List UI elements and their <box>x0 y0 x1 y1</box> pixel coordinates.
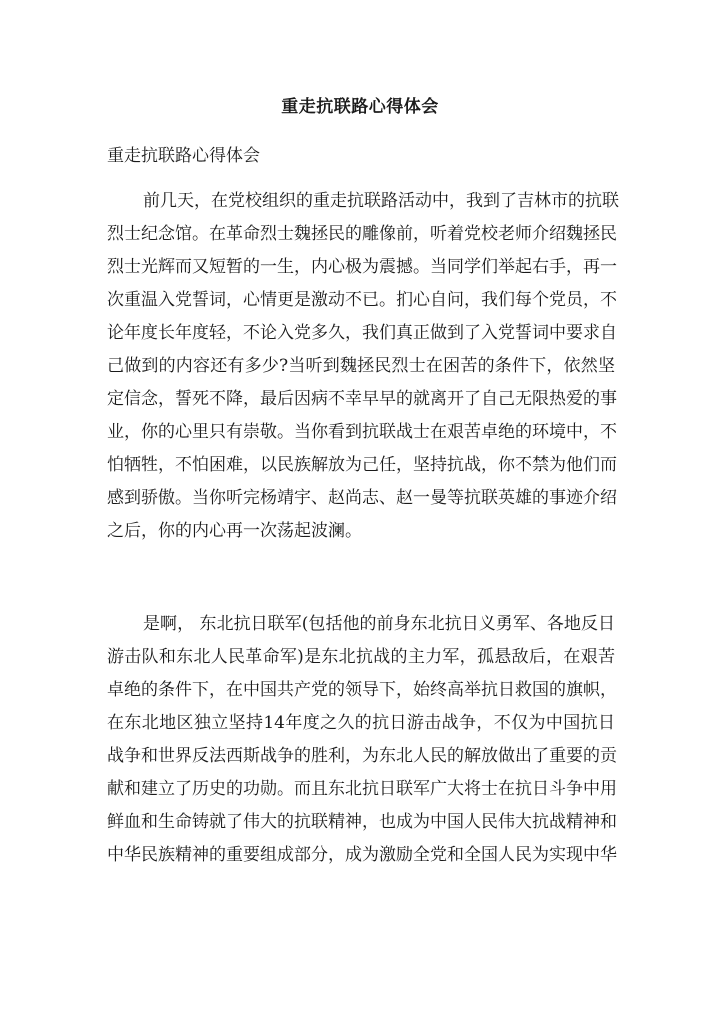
paragraph-line: 论年度长年度轻，不论入党多久，我们真正做到了入党誓词中要求自 <box>107 323 617 343</box>
paragraph-1 <box>107 185 619 548</box>
paragraph-line: 次重温入党誓词，心情更是激动不已。扪心自问，我们每个党员，不 <box>107 290 617 310</box>
paragraph-line: 怕牺牲，不怕困难，以民族解放为己任，坚持抗战，你不禁为他们而 <box>107 455 617 475</box>
paragraph-line: 前几天，在党校组织的重走抗联路活动中，我到了吉林市的抗联 <box>143 191 619 211</box>
paragraph-line: 己做到的内容还有多少?当听到魏拯民烈士在困苦的条件下，依然坚 <box>107 356 615 376</box>
paragraph-line: 是啊， 东北抗日联军(包括他的前身东北抗日义勇军、各地反日 <box>143 614 615 634</box>
paragraph-line: 定信念，誓死不降，最后因病不幸早早的就离开了自己无限热爱的事 <box>107 389 617 409</box>
paragraph-line: 战争和世界反法西斯战争的胜利，为东北人民的解放做出了重要的贡 <box>107 746 617 766</box>
paragraph-line: 献和建立了历史的功勋。而且东北抗日联军广大将士在抗日斗争中用 <box>107 779 617 799</box>
paragraph-line: 业，你的心里只有崇敬。当你看到抗联战士在艰苦卓绝的环境中，不 <box>107 422 617 442</box>
paragraph-2 <box>107 608 615 872</box>
paragraph-line: 之后，你的内心再一次荡起波澜。 <box>107 521 362 541</box>
paragraph-line: 中华民族精神的重要组成部分，成为激励全党和全国人民为实现中华 <box>107 845 617 865</box>
paragraph-line: 烈士光辉而又短暂的一生，内心极为震撼。当同学们举起右手，再一 <box>107 257 617 277</box>
paragraph-line: 卓绝的条件下，在中国共产党的领导下，始终高举抗日救国的旗帜， <box>107 680 617 700</box>
paragraph-line: 鲜血和生命铸就了伟大的抗联精神，也成为中国人民伟大抗战精神和 <box>107 812 617 832</box>
paragraph-line: 在东北地区独立坚持14年度之久的抗日游击战争，不仅为中国抗日 <box>107 713 615 733</box>
document-title: 重走抗联路心得体会 <box>281 97 439 117</box>
document-subtitle: 重走抗联路心得体会 <box>107 146 260 166</box>
paragraph-line: 烈士纪念馆。在革命烈士魏拯民的雕像前，听着党校老师介绍魏拯民 <box>107 224 617 244</box>
paragraph-line: 感到骄傲。当你听完杨靖宇、赵尚志、赵一曼等抗联英雄的事迹介绍 <box>107 488 617 508</box>
paragraph-line: 游击队和东北人民革命军)是东北抗战的主力军，孤悬敌后，在艰苦 <box>107 647 615 667</box>
